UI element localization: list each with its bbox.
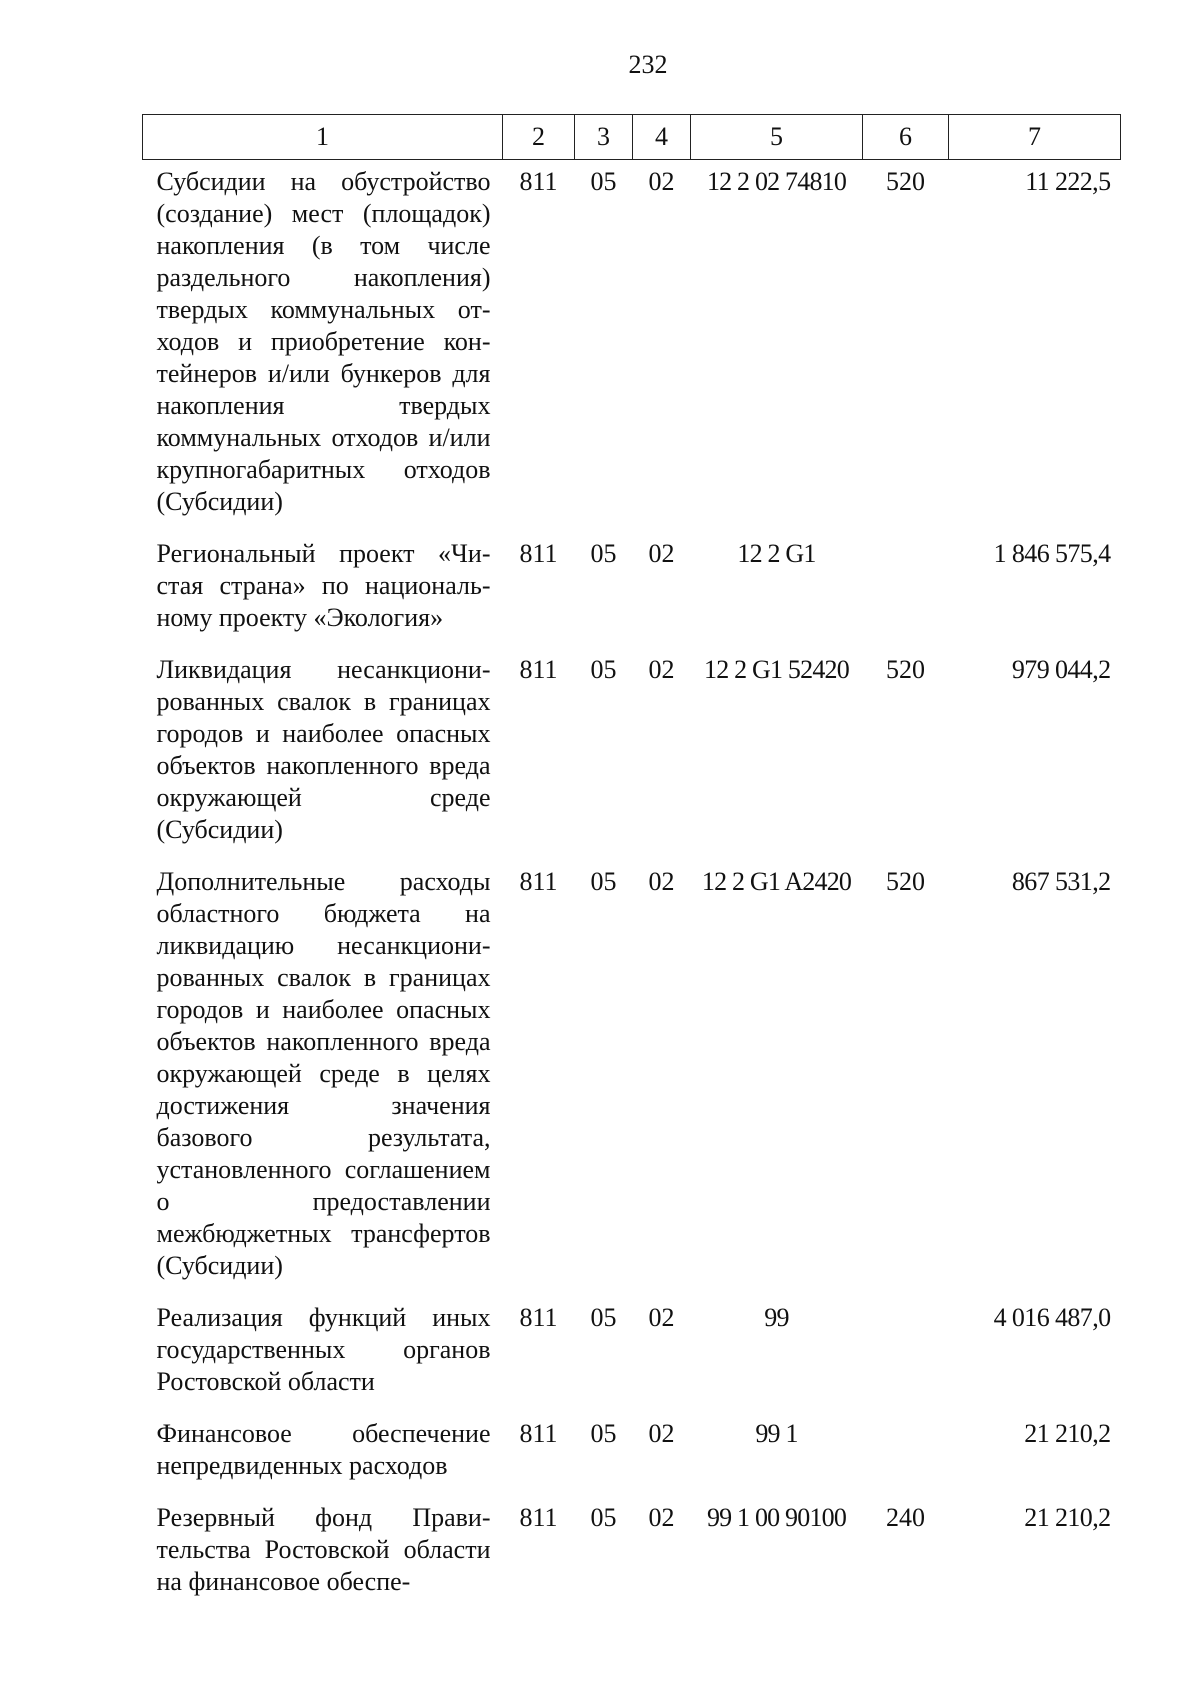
- table-row: [143, 1406, 1121, 1490]
- row-target-article: 12 2 02 74810: [706, 167, 847, 196]
- row-section: 05: [590, 1419, 617, 1448]
- row-expense-type: [863, 526, 949, 642]
- row-name: Региональный проект «Чистая страна» по национальному проекту «Экология»: [156, 539, 491, 632]
- row-amount: 1 846 575,4: [993, 539, 1111, 568]
- row-ministry: 811: [519, 1419, 558, 1448]
- row-ministry: 811: [519, 1503, 558, 1532]
- row-amount: 21 210,2: [1024, 1419, 1111, 1448]
- row-target-article: 12 2 G1 A2420: [701, 867, 852, 896]
- table-row: [143, 526, 1121, 642]
- row-expense-type: 520: [886, 655, 925, 684]
- row-ministry: 811: [519, 867, 558, 896]
- row-amount: 21 210,2: [1024, 1503, 1111, 1532]
- table-row: [143, 854, 1121, 1290]
- column-header-7: 7: [949, 115, 1121, 160]
- row-amount: 867 531,2: [1011, 867, 1111, 896]
- row-target-article: 99: [764, 1303, 789, 1332]
- row-target-article: 12 2 G1: [737, 539, 816, 568]
- row-ministry: 811: [519, 1303, 558, 1332]
- row-name: Ликвидация несанкционированных свалок в границах городов и наиболее опасных объектов накопленного вреда окружающей среде (Субсидии): [156, 655, 491, 844]
- row-amount: 4 016 487,0: [993, 1303, 1111, 1332]
- table-body: [143, 160, 1121, 1607]
- column-header-6: 6: [863, 115, 949, 160]
- table-header: [143, 115, 1121, 160]
- row-name: Реализация функций иных государственных органов Ростовской области: [156, 1303, 491, 1396]
- row-ministry: 811: [519, 655, 558, 684]
- row-expense-type: 520: [886, 867, 925, 896]
- row-subsection: 02: [648, 1419, 675, 1448]
- table-row: [143, 160, 1121, 527]
- row-section: 05: [590, 655, 617, 684]
- page-number: 232: [628, 50, 668, 79]
- row-subsection: 02: [648, 1303, 675, 1332]
- table-row: [143, 642, 1121, 854]
- row-expense-type: [863, 1406, 949, 1490]
- row-expense-type: 240: [886, 1503, 925, 1532]
- row-amount: 979 044,2: [1011, 655, 1111, 684]
- column-header-2: 2: [503, 115, 575, 160]
- row-subsection: 02: [648, 867, 675, 896]
- row-target-article: 12 2 G1 52420: [704, 655, 849, 684]
- row-subsection: 02: [648, 655, 675, 684]
- budget-table: [142, 114, 1121, 1606]
- row-subsection: 02: [648, 167, 675, 196]
- column-header-1: 1: [143, 115, 503, 160]
- header-row: [143, 115, 1121, 160]
- row-ministry: 811: [519, 167, 558, 196]
- row-section: 05: [590, 1303, 617, 1332]
- row-subsection: 02: [648, 1503, 675, 1532]
- column-header-3: 3: [575, 115, 633, 160]
- row-section: 05: [590, 539, 617, 568]
- row-expense-type: 520: [886, 167, 925, 196]
- table-row: [143, 1290, 1121, 1406]
- row-amount: 11 222,5: [1025, 167, 1111, 196]
- row-name: Финансовое обеспечение непредвиденных расходов: [156, 1419, 491, 1480]
- row-subsection: 02: [648, 539, 675, 568]
- column-header-5: 5: [691, 115, 863, 160]
- row-name: Субсидии на обустройство (создание) мест (площадок) накопления (в том числе раздельного накопления) твердых коммунальных отходов и приобретение контейнеров и/или бункеров для накопления твердых коммунальных отходов и/или крупногабаритных отходов (Субсидии): [156, 167, 491, 516]
- row-expense-type: [863, 1290, 949, 1406]
- column-header-4: 4: [633, 115, 691, 160]
- row-target-article: 99 1 00 90100: [706, 1503, 847, 1532]
- table-row: [143, 1490, 1121, 1606]
- row-target-article: 99 1: [755, 1419, 798, 1448]
- row-section: 05: [590, 1503, 617, 1532]
- row-ministry: 811: [519, 539, 558, 568]
- row-section: 05: [590, 867, 617, 896]
- row-section: 05: [590, 167, 617, 196]
- row-name: Резервный фонд Правительства Ростовской области на финансовое обеспе-: [156, 1503, 491, 1596]
- row-name: Дополнительные расходы областного бюджета на ликвидацию несанкционированных свалок в границах городов и наиболее опасных объектов накопленного вреда окружающей среде в целях достижения значения базового результата, установленного соглашением о предоставлении межбюджетных трансфертов (Субсидии): [156, 867, 491, 1280]
